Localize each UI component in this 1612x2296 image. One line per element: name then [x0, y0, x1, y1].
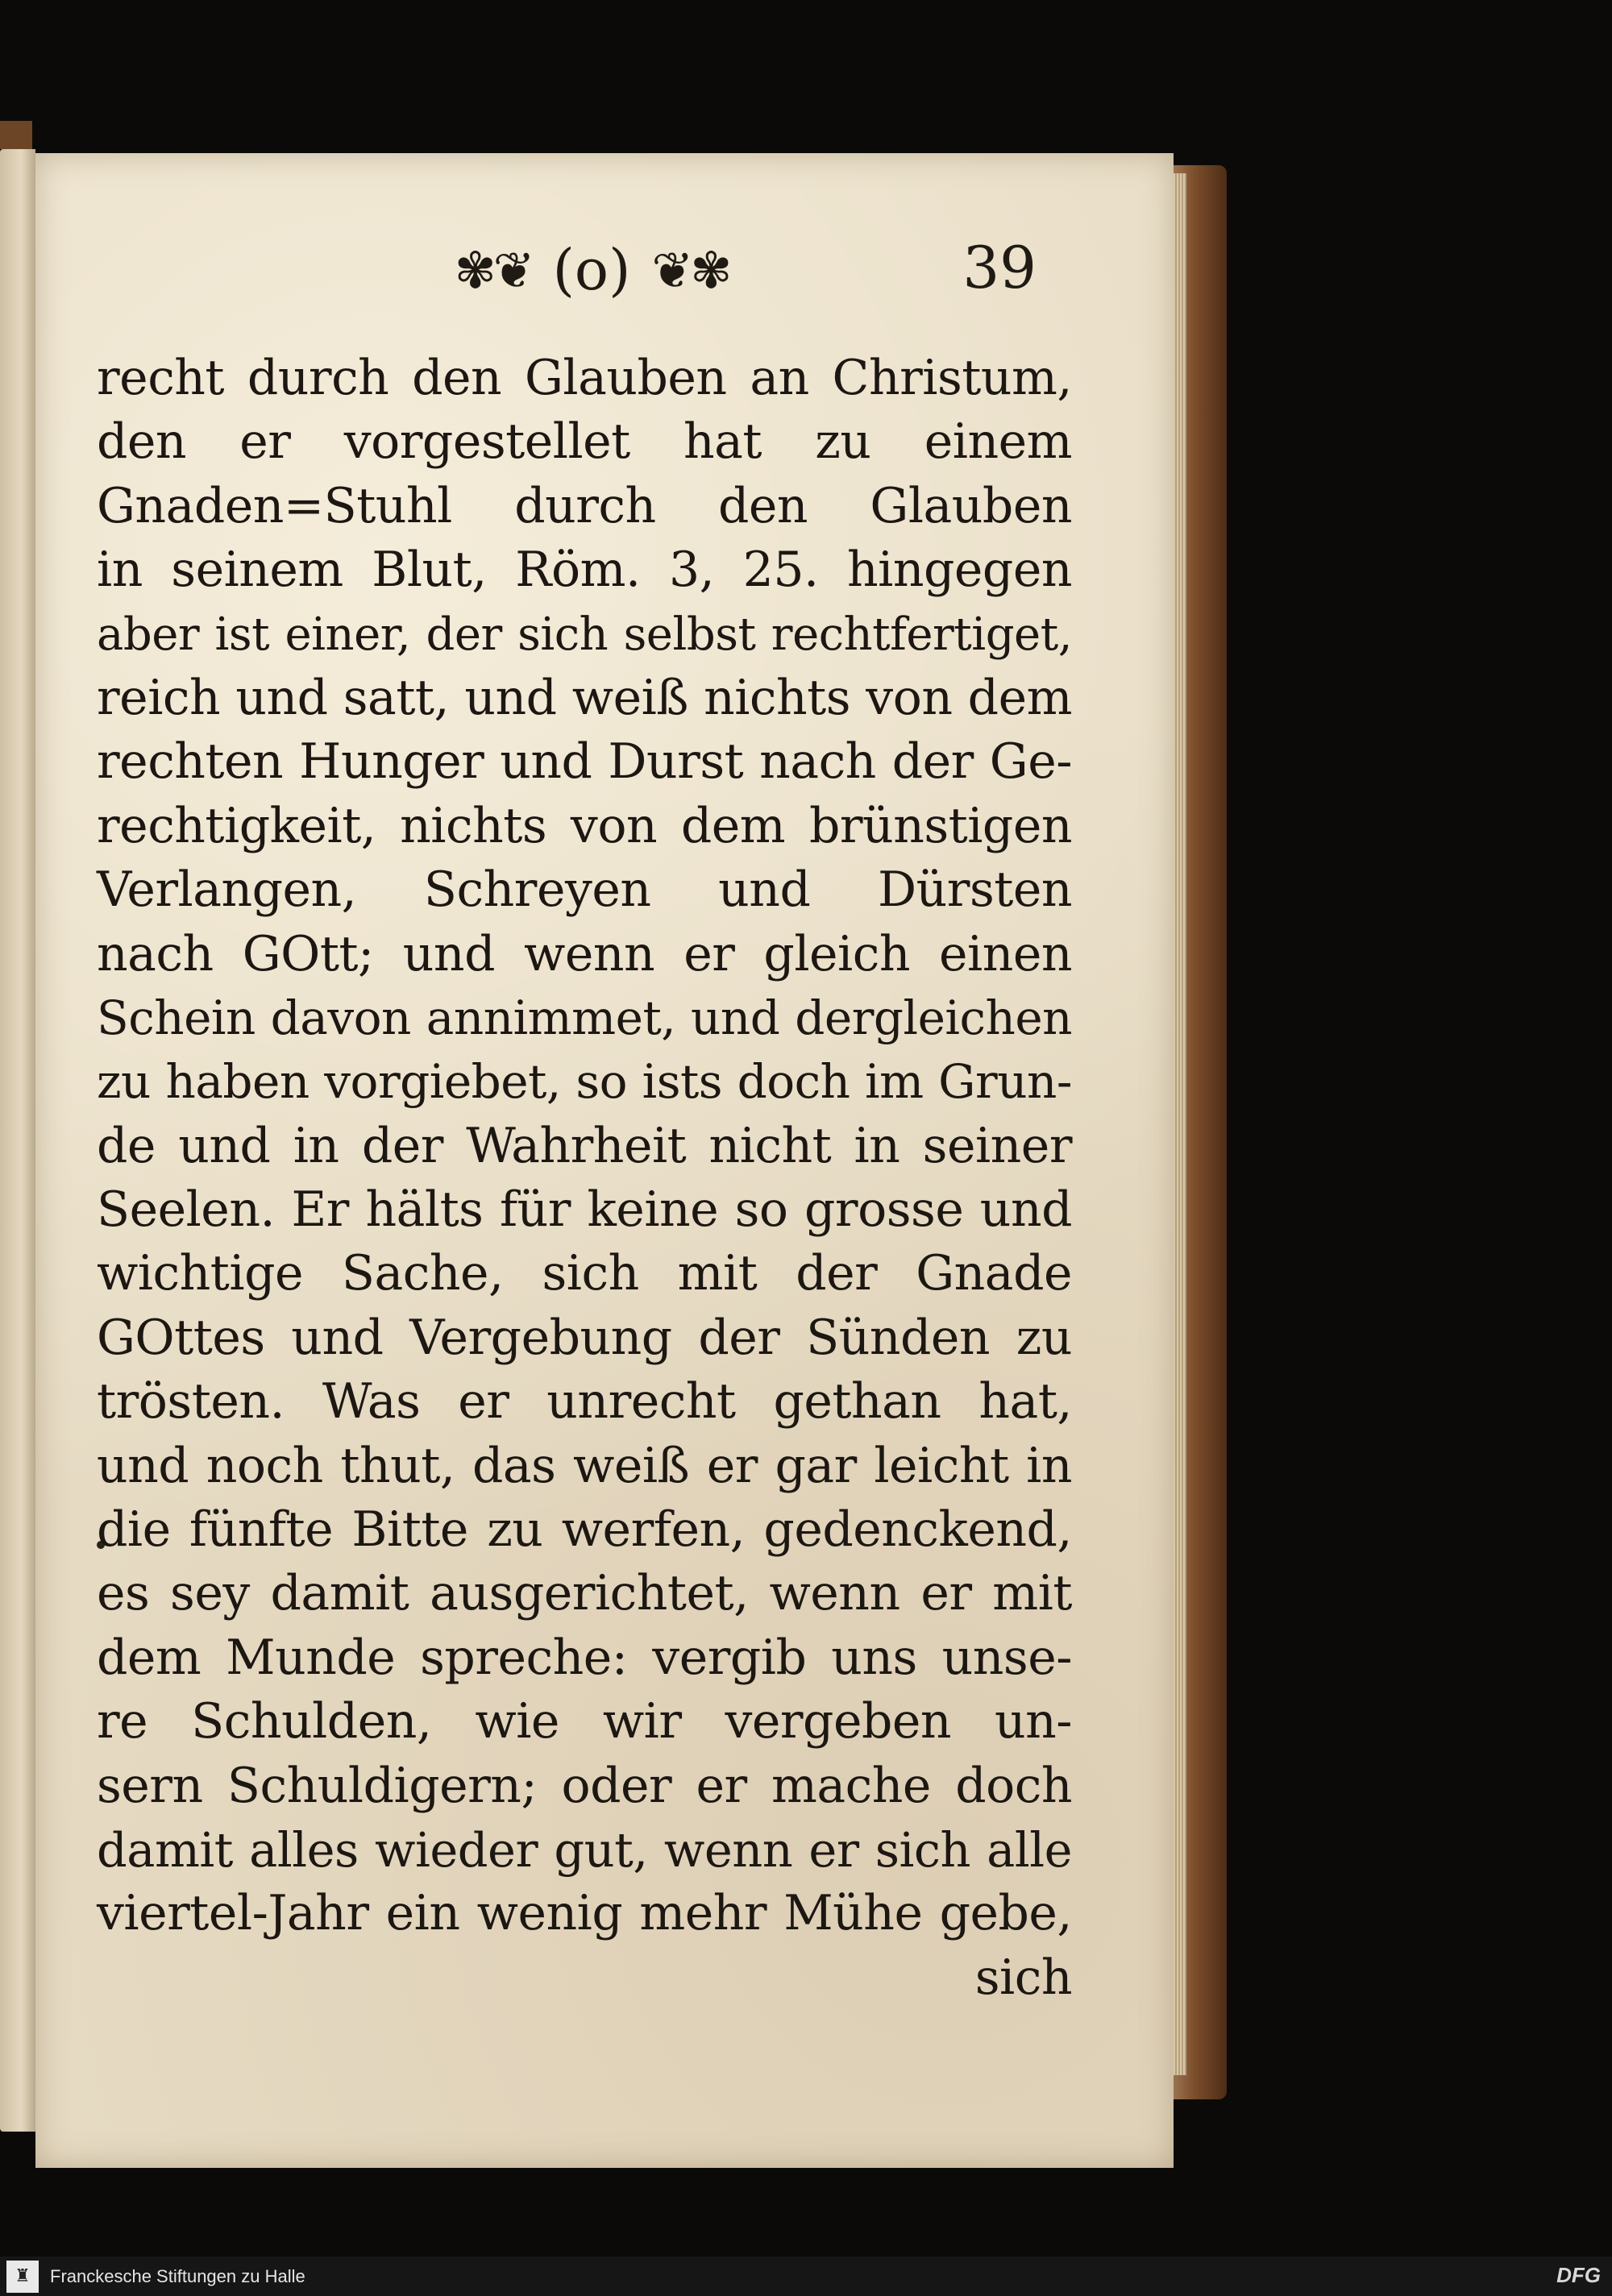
text-line: reich und satt, und weiß nichts von dem: [97, 669, 1072, 726]
text-line: es sey damit ausgerichtet, wenn er mit: [97, 1565, 1072, 1622]
text-line: und noch thut, das weiß er gar leicht in: [97, 1437, 1072, 1494]
text-line: dem Munde spreche: vergib uns unse-: [97, 1629, 1072, 1686]
text-line: rechtigkeit, nichts von dem brünstigen: [97, 797, 1072, 854]
ornament-right-icon: ❦✾: [651, 240, 729, 300]
text-line: de und in der Wahrheit nicht in seiner: [97, 1117, 1072, 1174]
text-line: zu haben vorgiebet, so ists doch im Grun-: [97, 1054, 1072, 1110]
catchword: sich: [974, 1949, 1072, 2006]
dfg-logo: DFG: [1556, 2263, 1601, 2287]
text-line: Verlangen, Schreyen und Dürsten: [97, 862, 1072, 919]
previous-page-edge: [0, 149, 35, 2132]
text-line: die fünfte Bitte zu werfen, gedenckend,: [97, 1501, 1072, 1559]
book-page: [35, 153, 1174, 2168]
text-line: den er vorgestellet hat zu einem: [97, 413, 1072, 471]
header-ornament: [398, 226, 785, 314]
text-line: Schein davon annimmet, und dergleichen: [97, 990, 1072, 1045]
text-line: nach GOtt; und wenn er gleich einen: [97, 925, 1072, 982]
institution-logo-icon: ♜: [6, 2261, 39, 2293]
text-line: Seelen. Er hälts für keine so grosse und: [97, 1181, 1072, 1239]
ornament-center: (o): [552, 237, 631, 303]
text-line: recht durch den Glauben an Christum,: [97, 350, 1072, 406]
page-number: 39: [962, 234, 1037, 301]
text-line: in seinem Blut, Röm. 3, 25. hingegen: [97, 542, 1072, 599]
body-text: [97, 347, 1072, 2010]
text-line: GOttes und Vergebung der Sünden zu: [97, 1309, 1072, 1366]
ornament-left-icon: ✾❦: [454, 240, 532, 300]
text-line: re Schulden, wie wir vergeben un-: [97, 1693, 1072, 1750]
text-line: trösten. Was er unrecht gethan hat,: [97, 1373, 1072, 1430]
text-line: damit alles wieder gut, wenn er sich alle: [97, 1821, 1072, 1878]
running-header: [35, 226, 1174, 314]
viewer-footer: [0, 2257, 1612, 2296]
text-line: rechten Hunger und Durst nach der Ge-: [97, 733, 1072, 791]
text-line: Gnaden=Stuhl durch den Glauben: [97, 477, 1072, 534]
text-line: sern Schuldigern; oder er mache doch: [97, 1757, 1072, 1814]
text-line: aber ist einer, der sich selbst rechtfertiget,: [97, 608, 1072, 661]
text-line: viertel-Jahr ein wenig mehr Mühe gebe,: [97, 1885, 1072, 1942]
text-line: wichtige Sache, sich mit der Gnade: [97, 1245, 1072, 1302]
institution-name: Franckesche Stiftungen zu Halle: [50, 2265, 305, 2286]
book-cover-corner: [0, 121, 32, 149]
